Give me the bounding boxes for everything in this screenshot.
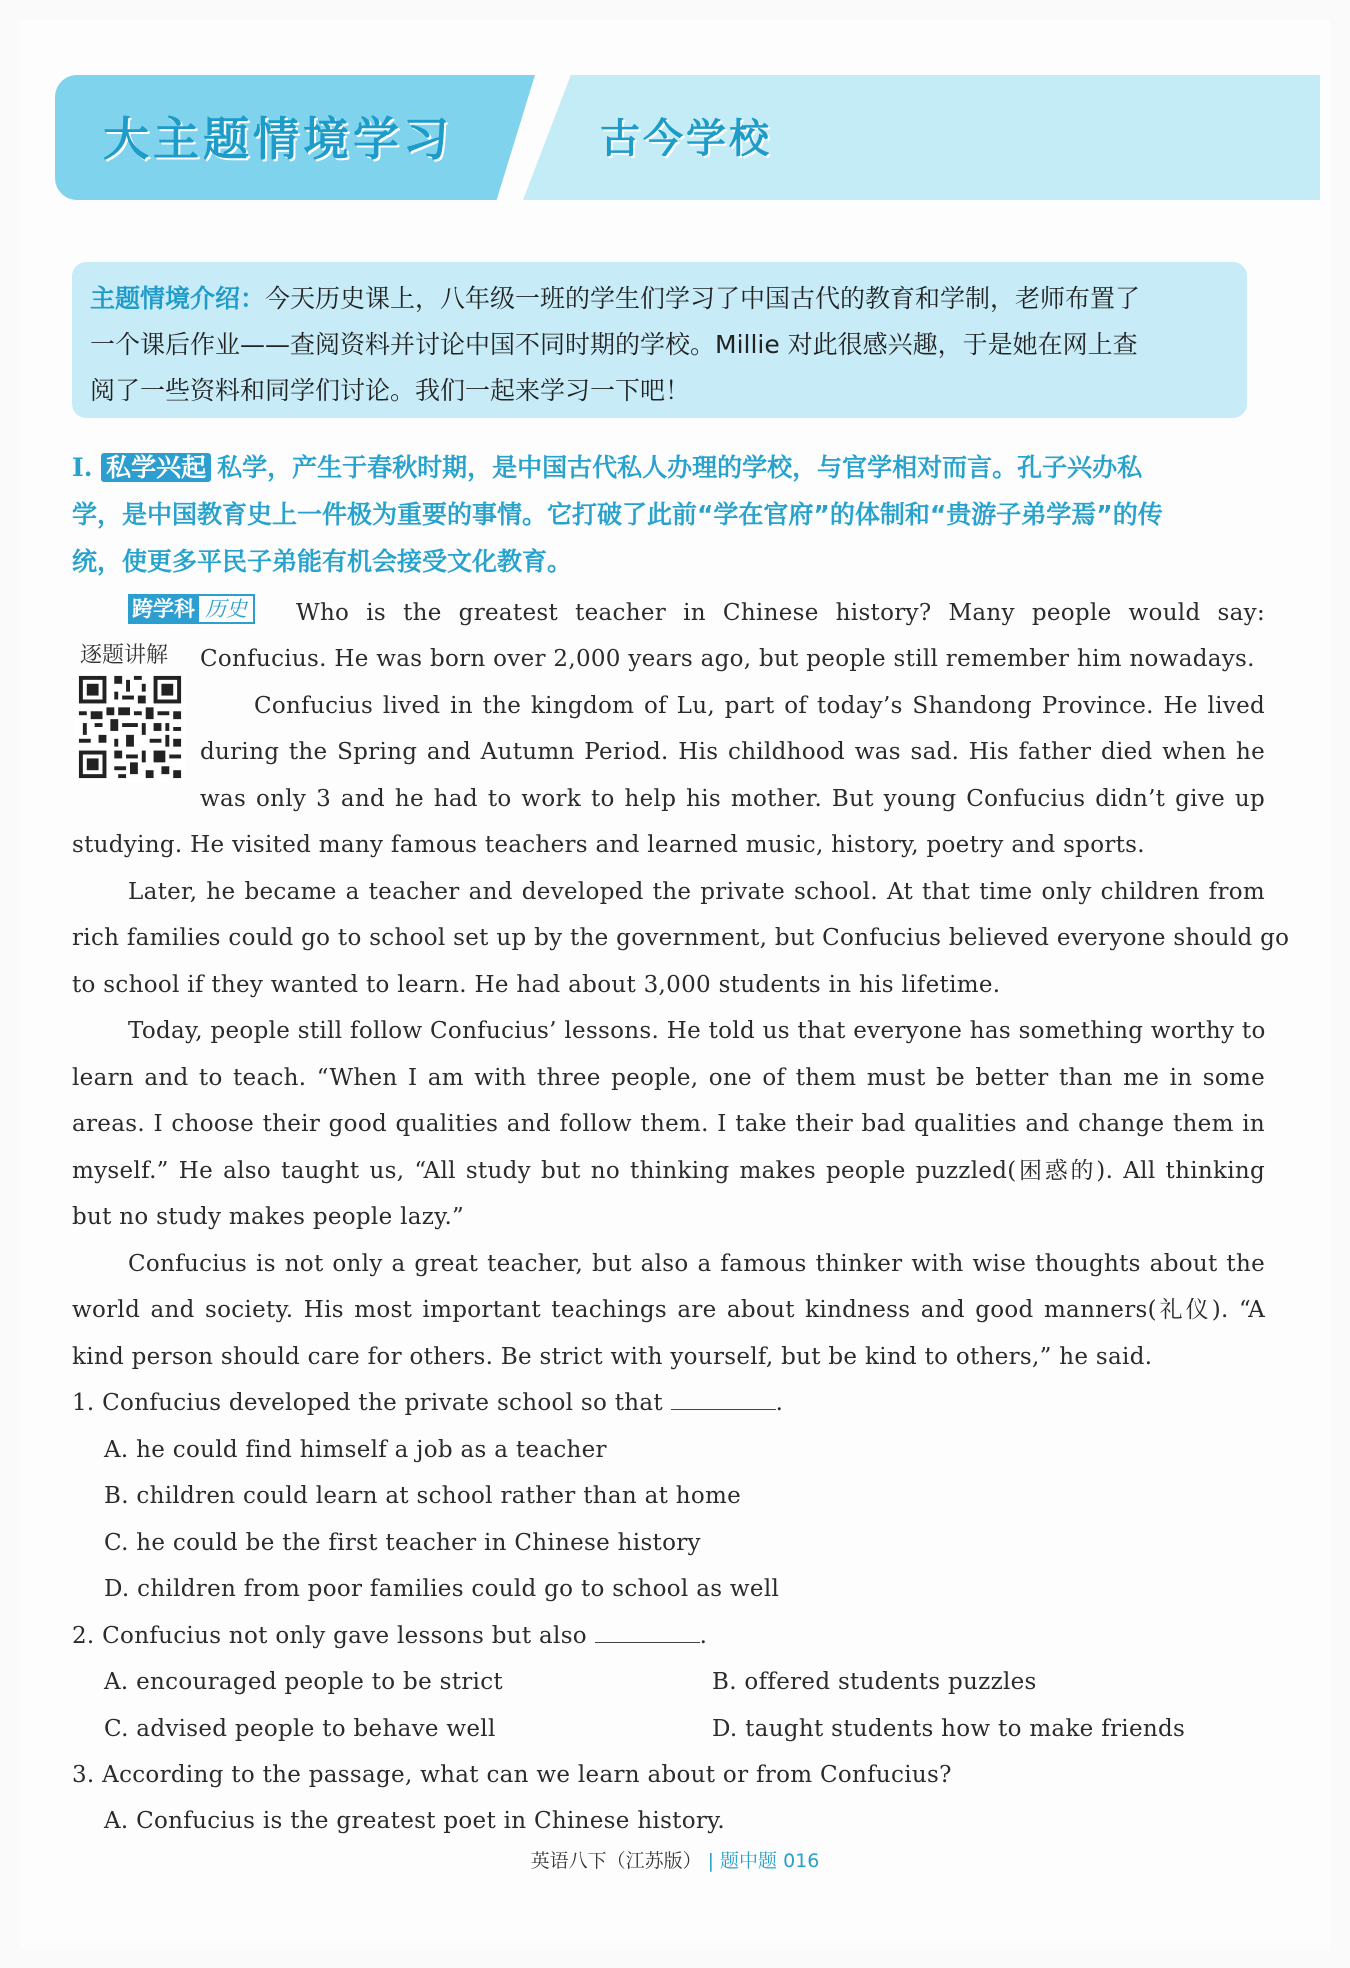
history-chip: 历史 [197, 594, 255, 624]
passage-p1-line-2: Confucius. He was born over 2,000 years ago, but people still remember him nowadays. [200, 646, 1255, 672]
footer-series: 题中题 [720, 1850, 778, 1872]
passage-p5-line-1: Confucius is not only a great teacher, but also a famous thinker with wise thoughts about the [128, 1251, 1265, 1277]
passage-p2-line-1: Confucius lived in the kingdom of Lu, part of today’s Shandong Province. He lived [254, 693, 1265, 719]
page-footer [0, 1846, 1350, 1873]
section-1-line-2: 学，是中国教育史上一件极为重要的事情。它打破了此前“学在官府”的体制和“贵游子弟学焉”的传 [72, 500, 1163, 529]
passage-p3-line-1: Later, he became a teacher and developed the private school. At that time only children from [128, 879, 1265, 905]
question-2-option-b[interactable]: B. offered students puzzles [712, 1669, 1037, 1695]
qr-label: 逐题讲解 [80, 643, 169, 668]
page-number: 016 [783, 1850, 820, 1872]
intro-line-2: 一个课后作业——查阅资料并讨论中国不同时期的学校。Millie 对此很感兴趣，于是她在网上查 [90, 330, 1138, 359]
intro-box [72, 262, 1247, 418]
passage-p3-line-2: rich families could go to school set up by the government, but Confucius believed everyone should go [72, 925, 1290, 951]
answer-blank[interactable] [671, 1389, 776, 1410]
cross-subject-chip: 跨学科 [128, 594, 199, 624]
question-1-option-d[interactable]: D. children from poor families could go to school as well [104, 1576, 780, 1602]
intro-line-3: 阅了一些资料和同学们讨论。我们一起来学习一下吧！ [90, 376, 691, 405]
question-3-stem: 3. According to the passage, what can we learn about or from Confucius? [72, 1762, 952, 1788]
title-banner [55, 75, 1320, 200]
passage-p2-line-3: was only 3 and he had to work to help his mother. But young Confucius didn’t give up [200, 786, 1265, 812]
passage-p2-line-2: during the Spring and Autumn Period. His childhood was sad. His father died when he [200, 739, 1265, 765]
question-2-option-d[interactable]: D. taught students how to make friends [712, 1716, 1186, 1742]
question-1-stem: 1. Confucius developed the private school so that . [72, 1390, 784, 1416]
passage-p4-line-5: but no study makes people lazy.” [72, 1204, 465, 1230]
footer-divider: | [707, 1850, 715, 1872]
intro-line-1: 主题情境介绍：今天历史课上，八年级一班的学生们学习了中国古代的教育和学制，老师布置了 [90, 284, 1141, 313]
intro-label: 主题情境介绍： [90, 284, 266, 313]
passage-p4-line-1: Today, people still follow Confucius’ lessons. He told us that everyone has something worthy to [128, 1018, 1266, 1044]
answer-blank[interactable] [595, 1622, 700, 1643]
passage-p3-line-3: to school if they wanted to learn. He had about 3,000 students in his lifetime. [72, 972, 1001, 998]
passage-p1-line-1: Who is the greatest teacher in Chinese history? Many people would say: [296, 600, 1265, 626]
passage-p4-line-3: areas. I choose their good qualities and follow them. I take their bad qualities and change them in [72, 1111, 1265, 1137]
qr-code-icon[interactable] [74, 672, 186, 782]
section-1-heading [72, 444, 1272, 585]
subject-chips [128, 594, 255, 624]
passage-p5-line-2: world and society. His most important teachings are about kindness and good manners(礼仪). “A [72, 1297, 1265, 1323]
passage-p2-line-4: studying. He visited many famous teachers and learned music, history, poetry and sports. [72, 832, 1145, 858]
section-1-line-3: 统，使更多平民子弟能有机会接受文化教育。 [72, 547, 573, 576]
question-2-stem: 2. Confucius not only gave lessons but also . [72, 1623, 708, 1649]
question-2-option-c[interactable]: C. advised people to behave well [104, 1716, 496, 1742]
question-2-option-a[interactable]: A. encouraged people to be strict [104, 1669, 503, 1695]
question-1-option-b[interactable]: B. children could learn at school rather than at home [104, 1483, 742, 1509]
banner-title-topic: 古今学校 [600, 116, 772, 162]
passage-p4-line-4: myself.” He also taught us, “All study but no thinking makes people puzzled(困惑的). All thinking [72, 1158, 1265, 1184]
section-1-line-1: Ⅰ. 私学兴起 私学，产生于春秋时期，是中国古代私人办理的学校，与官学相对而言。孔子兴办私 [72, 453, 1143, 482]
section-number: Ⅰ. [72, 453, 93, 482]
passage-p4-line-2: learn and to teach. “When I am with three people, one of them must be better than me in some [72, 1065, 1265, 1091]
section-tag: 私学兴起 [101, 453, 211, 482]
banner-title-main: 大主题情境学习 [103, 112, 453, 166]
question-1-option-c[interactable]: C. he could be the first teacher in Chinese history [104, 1530, 701, 1556]
question-1-option-a[interactable]: A. he could find himself a job as a teacher [104, 1437, 607, 1463]
footer-book-title: 英语八下（江苏版） [530, 1850, 702, 1872]
passage-p5-line-3: kind person should care for others. Be strict with yourself, but be kind to others,” he said. [72, 1344, 1153, 1370]
question-3-option-a[interactable]: A. Confucius is the greatest poet in Chinese history. [104, 1808, 726, 1834]
